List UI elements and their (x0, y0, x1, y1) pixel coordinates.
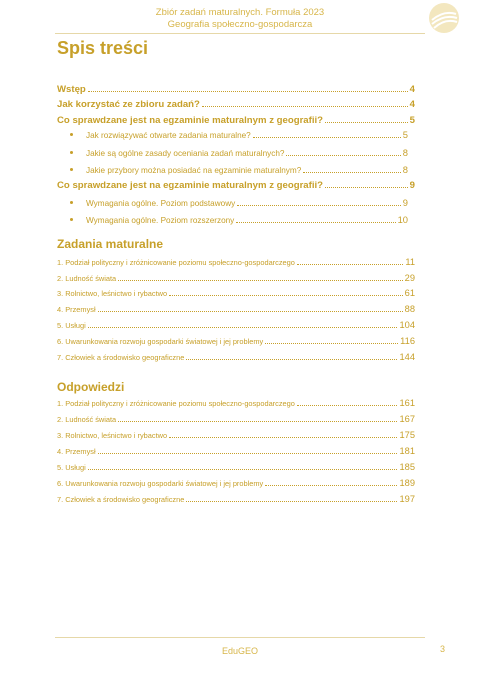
section-heading-answers: Odpowiedzi (57, 380, 125, 394)
footer-brand: EduGEO (221, 646, 259, 656)
toc-entry-label: 6. Uwarunkowania rozwoju gospodarki światowej i jej problemy (57, 337, 264, 346)
dot-leader (237, 196, 401, 206)
page-number: 3 (440, 644, 446, 654)
bullet-icon (70, 133, 73, 136)
toc-entry-task-4[interactable] (57, 304, 415, 318)
toc-entry-answer-4[interactable] (57, 446, 415, 460)
bullet-icon (70, 218, 73, 221)
toc-entry-page: 116 (400, 336, 415, 346)
dot-leader (98, 446, 398, 454)
toc-entry-label: Jakie przybory można posiadać na egzaminie maturalnym? (86, 166, 302, 175)
toc-entry-label: Wymagania ogólne. Poziom podstawowy (86, 199, 236, 208)
dot-leader (118, 273, 402, 281)
toc-entry-task-7[interactable] (57, 352, 415, 366)
toc-subentry-basic-level[interactable] (86, 196, 408, 210)
toc-entry-label: Jak rozwiązywać otwarte zadania maturalne? (86, 131, 251, 140)
dot-leader (88, 320, 398, 328)
bullet-icon (70, 201, 73, 204)
toc-entry-page: 181 (399, 446, 415, 456)
toc-entry-label: Jak korzystać ze zbioru zadań? (57, 99, 200, 110)
toc-entry-label: Wymagania ogólne. Poziom rozszerzony (86, 216, 235, 225)
dot-leader (297, 398, 398, 406)
toc-entry-page: 4 (409, 84, 415, 95)
toc-entry-label: 1. Podział polityczny i zróżnicowanie poziomu społeczno-gospodarczego (57, 258, 295, 267)
bullet-icon (70, 168, 73, 171)
toc-entry-page: 9 (402, 197, 408, 208)
toc-entry-page: 9 (409, 180, 415, 191)
toc-entry-label: 7. Człowiek a środowisko geograficzne (57, 495, 185, 504)
header-subtitle: Geografia społeczno-gospodarcza (167, 19, 313, 30)
dot-leader (118, 414, 397, 422)
toc-entry-exam-scope-2[interactable] (57, 178, 415, 192)
toc-entry-task-6[interactable] (57, 336, 415, 350)
dot-leader (325, 178, 408, 188)
toc-subentry-grading-rules[interactable] (86, 146, 408, 160)
toc-entry-page: 10 (397, 214, 408, 225)
toc-entry-page: 5 (402, 129, 408, 140)
toc-entry-answer-3[interactable] (57, 430, 415, 444)
toc-entry-label: Jakie są ogólne zasady oceniania zadań maturalnych? (86, 149, 285, 158)
toc-entry-answer-2[interactable] (57, 414, 415, 428)
toc-entry-task-1[interactable] (57, 257, 415, 271)
toc-subentry-allowed-tools[interactable] (86, 163, 408, 177)
dot-leader (88, 462, 398, 470)
logo-icon (428, 2, 460, 34)
toc-entry-task-3[interactable] (57, 288, 415, 302)
dot-leader (286, 146, 400, 156)
toc-entry-page: 61 (404, 288, 415, 298)
toc-entry-task-5[interactable] (57, 320, 415, 334)
dot-leader (303, 163, 401, 173)
toc-subentry-extended-level[interactable] (86, 213, 408, 227)
bullet-icon (70, 151, 73, 154)
toc-entry-page: 104 (399, 320, 415, 330)
page-title: Spis treści (57, 38, 149, 58)
dot-leader (202, 97, 408, 107)
toc-entry-answer-1[interactable] (57, 398, 415, 412)
header-title: Zbiór zadań maturalnych. Formuła 2023 (155, 7, 325, 18)
toc-entry-answer-5[interactable] (57, 462, 415, 476)
dot-leader (265, 478, 397, 486)
toc-entry-how-to-use[interactable] (57, 97, 415, 111)
toc-entry-label: Co sprawdzane jest na egzaminie maturalnym z geografii? (57, 115, 324, 126)
dot-leader (297, 257, 403, 265)
toc-entry-page: 4 (409, 99, 415, 110)
toc-entry-page: 189 (399, 478, 415, 488)
toc-entry-label: Co sprawdzane jest na egzaminie maturalnym z geografii? (57, 180, 324, 191)
dot-leader (88, 82, 408, 92)
toc-entry-label: 6. Uwarunkowania rozwoju gospodarki światowej i jej problemy (57, 479, 264, 488)
toc-entry-page: 8 (402, 147, 408, 158)
toc-entry-page: 167 (399, 414, 415, 424)
toc-entry-label: 4. Przemysł (57, 305, 96, 314)
toc-entry-label: 2. Ludność świata (57, 415, 117, 424)
toc-entry-page: 11 (405, 257, 415, 267)
toc-entry-label: 4. Przemysł (57, 447, 96, 456)
toc-entry-label: 5. Usługi (57, 463, 86, 472)
toc-entry-page: 161 (399, 398, 415, 408)
toc-entry-label: 1. Podział polityczny i zróżnicowanie poziomu społeczno-gospodarczego (57, 399, 295, 408)
dot-leader (253, 128, 401, 138)
toc-entry-page: 5 (409, 115, 415, 126)
toc-entry-page: 175 (399, 430, 415, 440)
dot-leader (169, 288, 403, 296)
toc-entry-intro[interactable] (57, 82, 415, 96)
toc-entry-label: 7. Człowiek a środowisko geograficzne (57, 353, 185, 362)
dot-leader (186, 494, 397, 502)
dot-leader (98, 304, 403, 312)
dot-leader (186, 352, 397, 360)
toc-entry-exam-scope[interactable] (57, 113, 415, 127)
header-divider (55, 33, 425, 34)
toc-entry-label: 2. Ludność świata (57, 274, 117, 283)
toc-entry-label: 3. Rolnictwo, leśnictwo i rybactwo (57, 431, 168, 440)
toc-subentry-open-tasks[interactable] (86, 128, 408, 142)
toc-entry-page: 8 (402, 164, 408, 175)
toc-entry-page: 197 (399, 494, 415, 504)
toc-entry-page: 144 (399, 352, 415, 362)
toc-entry-label: 5. Usługi (57, 321, 86, 330)
toc-entry-page: 88 (404, 304, 415, 314)
footer-divider (55, 637, 425, 638)
toc-entry-label: 3. Rolnictwo, leśnictwo i rybactwo (57, 289, 168, 298)
dot-leader (325, 113, 408, 123)
dot-leader (169, 430, 397, 438)
toc-entry-label: Wstęp (57, 84, 86, 95)
toc-entry-page: 185 (399, 462, 415, 472)
toc-entry-answer-7[interactable] (57, 494, 415, 508)
toc-entry-page: 29 (404, 273, 415, 283)
toc-entry-task-2[interactable] (57, 273, 415, 287)
toc-entry-answer-6[interactable] (57, 478, 415, 492)
dot-leader (236, 213, 395, 223)
dot-leader (265, 336, 398, 344)
section-heading-tasks: Zadania maturalne (57, 237, 164, 251)
